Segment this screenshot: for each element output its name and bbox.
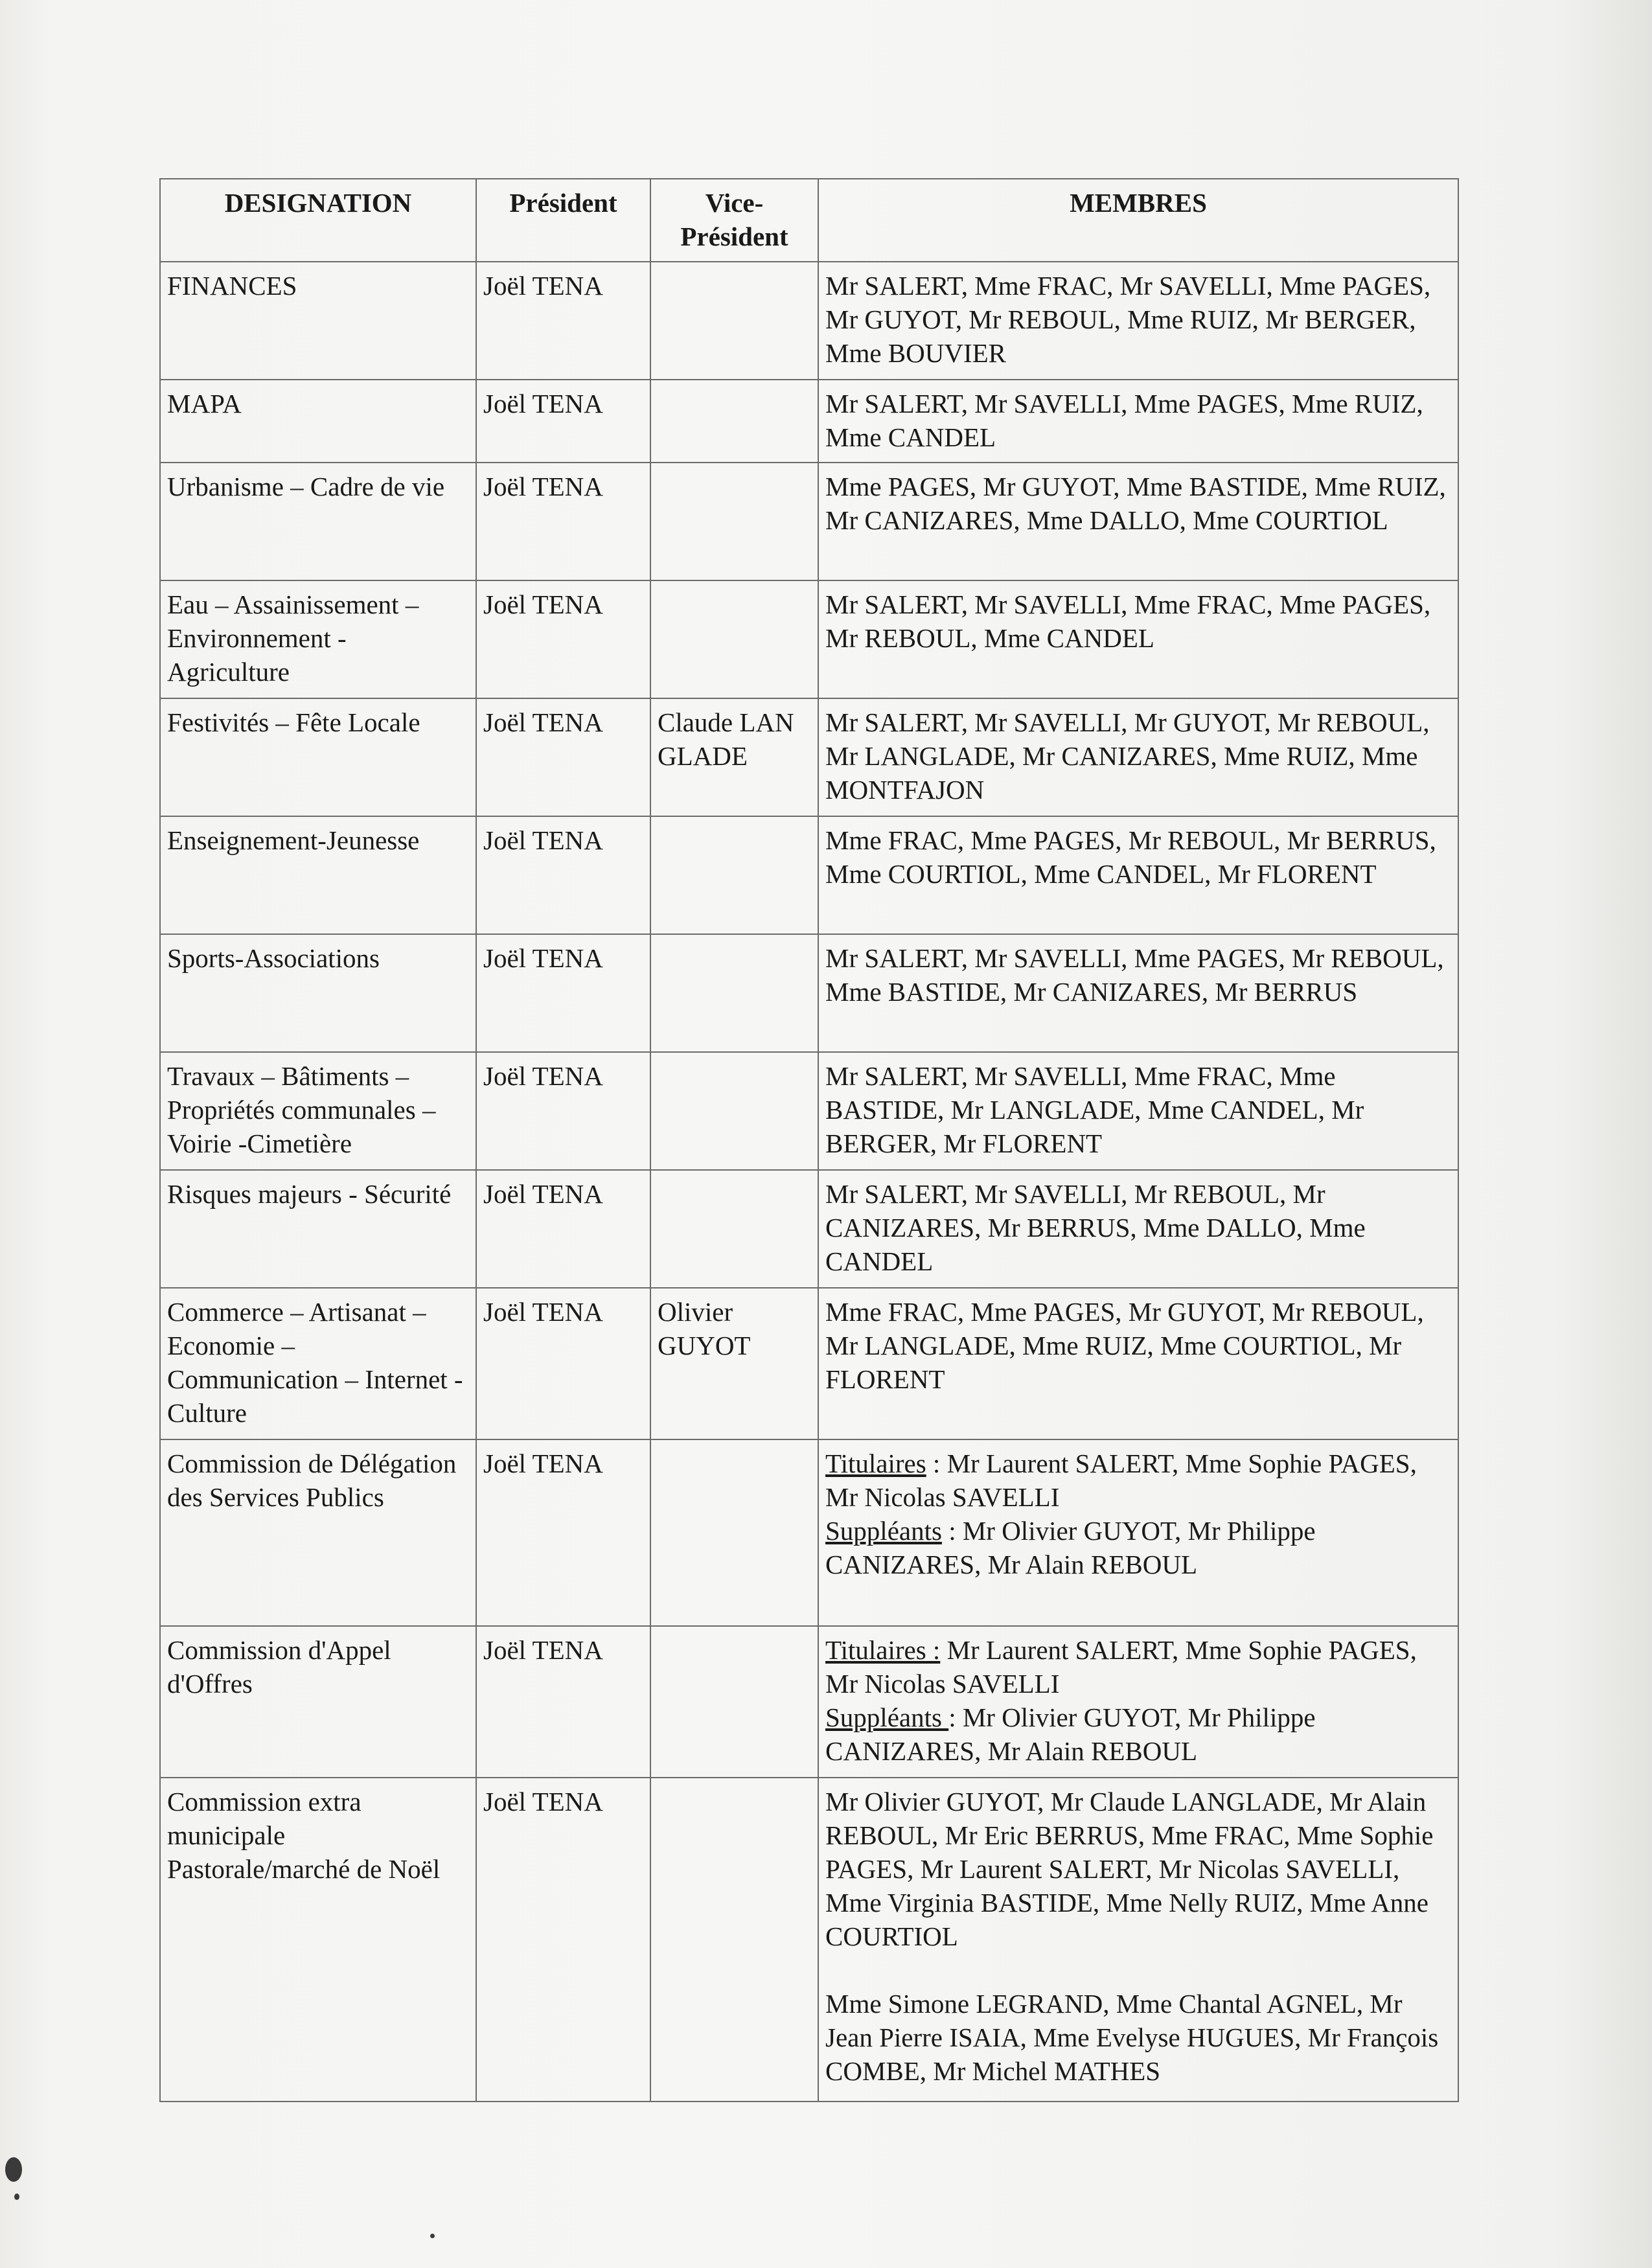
- table-row: [160, 262, 1458, 380]
- table-row: [160, 1439, 1458, 1626]
- table-row: [160, 380, 1458, 463]
- cell-designation: FINANCES: [160, 262, 476, 380]
- scan-speck: [14, 2194, 19, 2200]
- cell-designation: Festivités – Fête Locale: [160, 698, 476, 816]
- cell-president: Joël TENA: [476, 1052, 650, 1170]
- membres-list: Mr Olivier GUYOT, Mr Claude LANGLADE, Mr Alain REBOUL, Mr Eric BERRUS, Mme FRAC, Mme Sophie PAGES, Mr Laurent SALERT, Mr Nicolas SAVELLI, Mme Virginia BASTIDE, Mme Nelly RUIZ, Mme Anne COURTIOL: [825, 1787, 1434, 1951]
- cell-membres: Mr SALERT, Mr SAVELLI, Mme PAGES, Mme RUIZ, Mme CANDEL: [818, 380, 1458, 463]
- table-row: [160, 463, 1458, 580]
- cell-designation: Commission extra municipale Pastorale/marché de Noël: [160, 1778, 476, 2102]
- header-president: Président: [476, 179, 650, 262]
- titulaires-label: Titulaires: [825, 1449, 926, 1478]
- cell-vice-president: [650, 262, 818, 380]
- cell-president: Joël TENA: [476, 698, 650, 816]
- cell-membres: [818, 1626, 1458, 1778]
- cell-vice-president: [650, 1626, 818, 1778]
- cell-designation: Eau – Assainissement – Environnement - Agriculture: [160, 580, 476, 698]
- titulaires-list: : Mr Laurent SALERT, Mme Sophie PAGES, Mr Nicolas SAVELLI: [825, 1449, 1417, 1512]
- cell-membres: [818, 1778, 1458, 2102]
- scan-speck: [5, 2157, 22, 2182]
- cell-president: Joël TENA: [476, 934, 650, 1052]
- cell-designation: Risques majeurs - Sécurité: [160, 1170, 476, 1288]
- cell-designation: MAPA: [160, 380, 476, 463]
- cell-designation: Travaux – Bâtiments – Propriétés communales – Voirie -Cimetière: [160, 1052, 476, 1170]
- cell-membres: Mr SALERT, Mr SAVELLI, Mr REBOUL, Mr CANIZARES, Mr BERRUS, Mme DALLO, Mme CANDEL: [818, 1170, 1458, 1288]
- cell-membres: Mme FRAC, Mme PAGES, Mr REBOUL, Mr BERRUS, Mme COURTIOL, Mme CANDEL, Mr FLORENT: [818, 816, 1458, 934]
- cell-membres: Mr SALERT, Mme FRAC, Mr SAVELLI, Mme PAGES, Mr GUYOT, Mr REBOUL, Mme RUIZ, Mr BERGER, Mme BOUVIER: [818, 262, 1458, 380]
- cell-membres: Mr SALERT, Mr SAVELLI, Mme FRAC, Mme PAGES, Mr REBOUL, Mme CANDEL: [818, 580, 1458, 698]
- cell-president: Joël TENA: [476, 380, 650, 463]
- commissions-table: [159, 178, 1459, 2102]
- cell-vice-president: Olivier GUYOT: [650, 1288, 818, 1439]
- cell-vice-president: [650, 463, 818, 580]
- cell-vice-president: [650, 1052, 818, 1170]
- cell-designation: Sports-Associations: [160, 934, 476, 1052]
- cell-president: Joël TENA: [476, 1778, 650, 2102]
- table-row: [160, 1288, 1458, 1439]
- suppleants-label: Suppléants: [825, 1516, 942, 1546]
- header-designation: DESIGNATION: [160, 179, 476, 262]
- cell-president: Joël TENA: [476, 816, 650, 934]
- table-row: [160, 1170, 1458, 1288]
- cell-vice-president: [650, 934, 818, 1052]
- membres-extra-list: Mme Simone LEGRAND, Mme Chantal AGNEL, Mr Jean Pierre ISAIA, Mme Evelyse HUGUES, Mr François COMBE, Mr Michel MATHES: [825, 1989, 1439, 2086]
- header-membres: MEMBRES: [818, 179, 1458, 262]
- table-row: [160, 934, 1458, 1052]
- cell-designation: Commission d'Appel d'Offres: [160, 1626, 476, 1778]
- suppleants-list: : Mr Olivier GUYOT, Mr Philippe CANIZARES, Mr Alain REBOUL: [825, 1702, 1316, 1766]
- cell-designation: Commission de Délégation des Services Publics: [160, 1439, 476, 1626]
- cell-membres: Mr SALERT, Mr SAVELLI, Mme FRAC, Mme BASTIDE, Mr LANGLADE, Mme CANDEL, Mr BERGER, Mr FLORENT: [818, 1052, 1458, 1170]
- cell-president: Joël TENA: [476, 463, 650, 580]
- cell-designation: Commerce – Artisanat – Economie – Communication – Internet - Culture: [160, 1288, 476, 1439]
- titulaires-label: Titulaires :: [825, 1635, 941, 1665]
- cell-president: Joël TENA: [476, 1439, 650, 1626]
- cell-president: Joël TENA: [476, 1288, 650, 1439]
- suppleants-label: Suppléants: [825, 1702, 949, 1732]
- cell-vice-president: Claude LANGLADE: [650, 698, 818, 816]
- table-row: [160, 816, 1458, 934]
- cell-president: Joël TENA: [476, 262, 650, 380]
- cell-vice-president: [650, 580, 818, 698]
- cell-membres: Mme FRAC, Mme PAGES, Mr GUYOT, Mr REBOUL, Mr LANGLADE, Mme RUIZ, Mme COURTIOL, Mr FLORENT: [818, 1288, 1458, 1439]
- table-row: [160, 1778, 1458, 2102]
- titulaires-list: Mr Laurent SALERT, Mme Sophie PAGES, Mr Nicolas SAVELLI: [825, 1635, 1417, 1699]
- cell-vice-president: [650, 1170, 818, 1288]
- header-row: [160, 179, 1458, 262]
- cell-vice-president: [650, 380, 818, 463]
- table-row: [160, 580, 1458, 698]
- cell-membres: [818, 1439, 1458, 1626]
- cell-vice-president: [650, 1778, 818, 2102]
- cell-president: Joël TENA: [476, 1626, 650, 1778]
- cell-designation: Urbanisme – Cadre de vie: [160, 463, 476, 580]
- table-row: [160, 1626, 1458, 1778]
- header-vice-president: Vice-Président: [650, 179, 818, 262]
- cell-president: Joël TENA: [476, 1170, 650, 1288]
- cell-president: Joël TENA: [476, 580, 650, 698]
- table-row: [160, 1052, 1458, 1170]
- scan-speck: [430, 2234, 435, 2238]
- cell-membres: Mme PAGES, Mr GUYOT, Mme BASTIDE, Mme RUIZ, Mr CANIZARES, Mme DALLO, Mme COURTIOL: [818, 463, 1458, 580]
- cell-vice-president: [650, 816, 818, 934]
- cell-designation: Enseignement-Jeunesse: [160, 816, 476, 934]
- table-row: [160, 698, 1458, 816]
- cell-membres: Mr SALERT, Mr SAVELLI, Mme PAGES, Mr REBOUL, Mme BASTIDE, Mr CANIZARES, Mr BERRUS: [818, 934, 1458, 1052]
- cell-vice-president: [650, 1439, 818, 1626]
- cell-membres: Mr SALERT, Mr SAVELLI, Mr GUYOT, Mr REBOUL, Mr LANGLADE, Mr CANIZARES, Mme RUIZ, Mme MONTFAJON: [818, 698, 1458, 816]
- suppleants-list: : Mr Olivier GUYOT, Mr Philippe CANIZARES, Mr Alain REBOUL: [825, 1516, 1316, 1579]
